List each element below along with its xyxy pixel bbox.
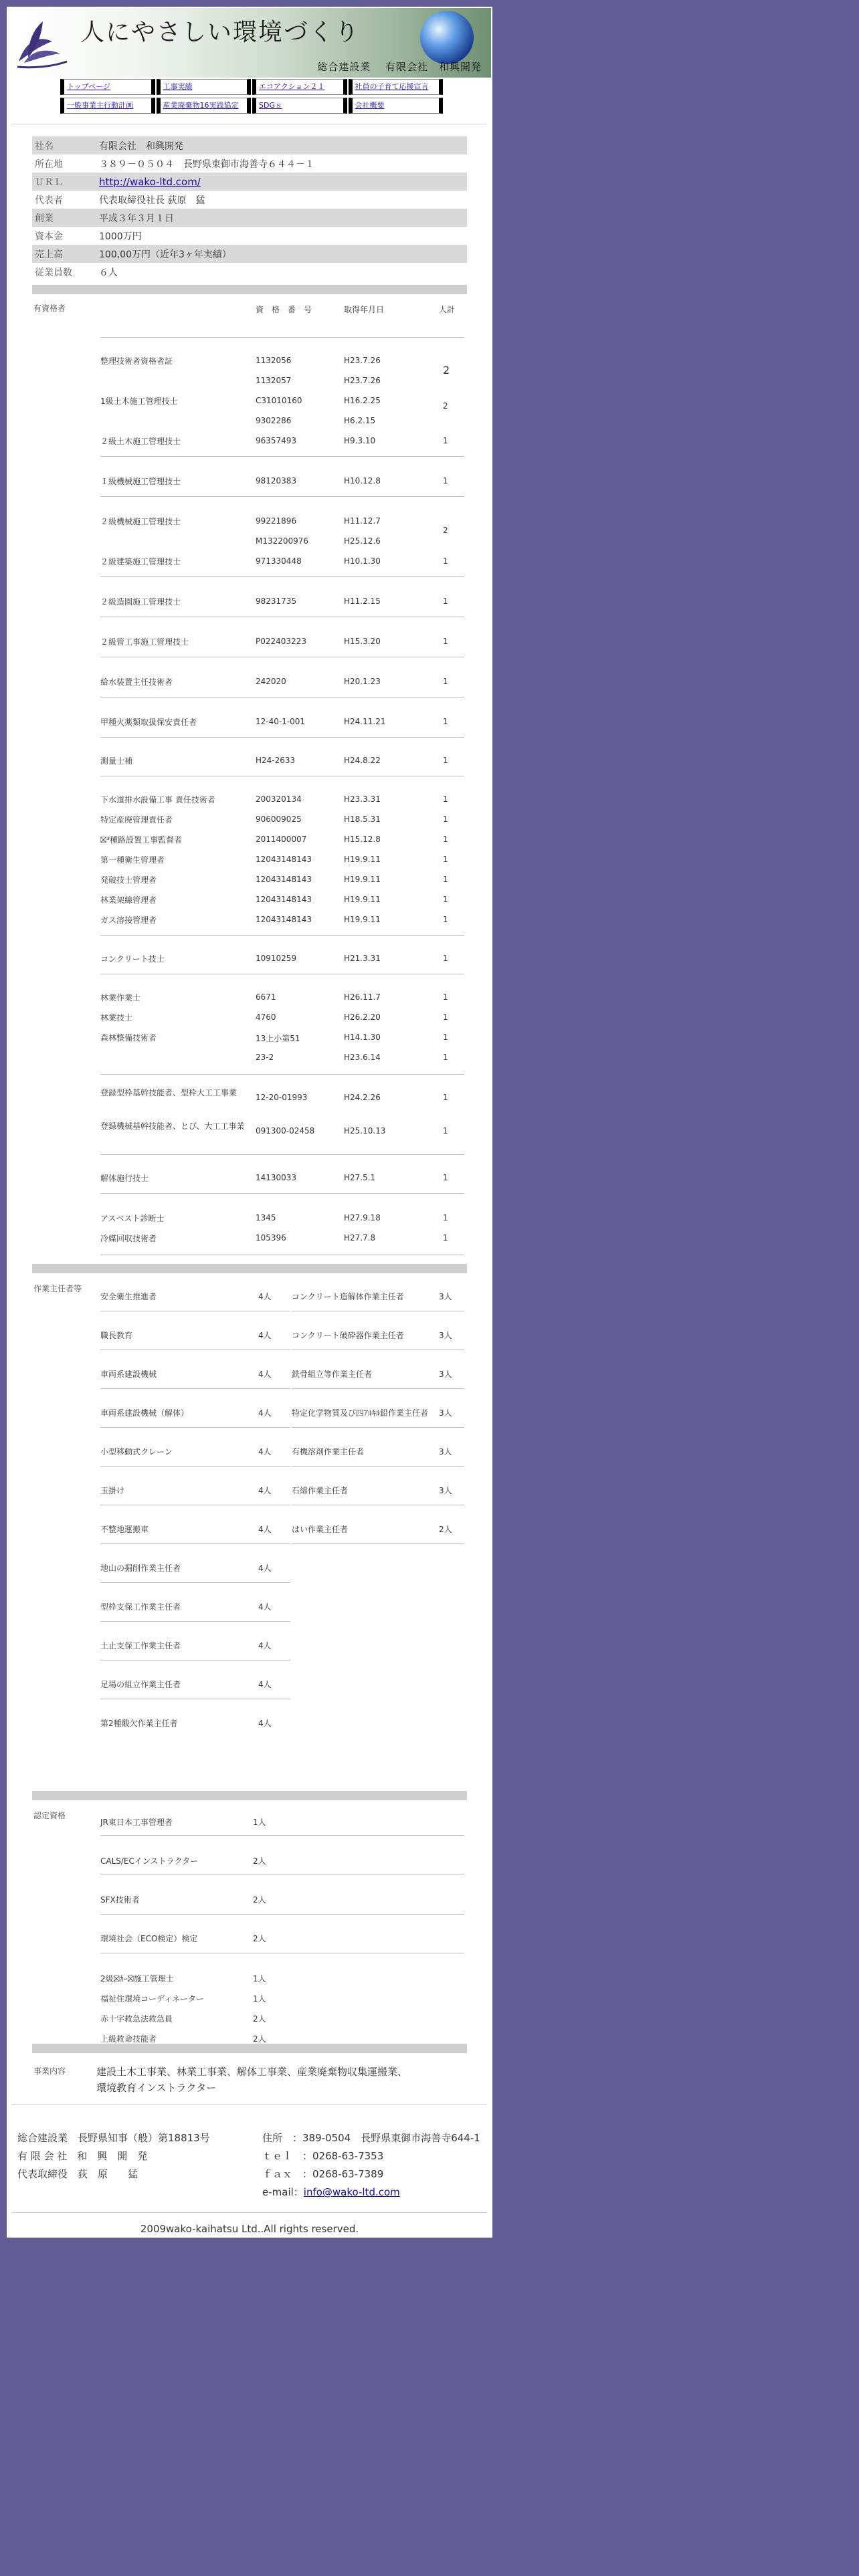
qual-count: 1: [443, 1093, 448, 1102]
qual-code: 200320134: [256, 794, 302, 804]
cert-name: 上級救命技能者: [100, 2034, 157, 2044]
row-divider: [100, 576, 464, 577]
cert-name: 2級⛝ｶｰ⛝施工管理士: [100, 1974, 174, 1983]
nav-company: [349, 98, 444, 114]
qual-name: ガス溶接管理者: [100, 916, 157, 925]
email-link[interactable]: info@wako-ltd.com: [303, 2186, 400, 2198]
qual-code: 12043148143: [256, 875, 312, 884]
work-right-name: コンクリート破砕器作業主任者: [292, 1331, 404, 1340]
work-right-name: はい作業主任者: [292, 1525, 349, 1534]
info-row: [32, 154, 467, 173]
qual-count: 1: [443, 1053, 448, 1062]
qual-date: H6.2.15: [344, 416, 376, 425]
work-right-name: 鉄骨組立等作業主任者: [292, 1370, 373, 1379]
row-divider: [100, 1466, 290, 1467]
info-value: 100,00万円（近年3ヶ年実績）: [99, 249, 231, 260]
qual-code: H24-2633: [256, 756, 296, 765]
work-left-name: 車両系建設機械（解体）: [100, 1408, 189, 1418]
qual-count: 1: [443, 1213, 448, 1222]
cert-count: 2人: [253, 1934, 266, 1943]
work-right-name: 特定化学物質及び四ｱﾙｷﾙ鉛作業主任者: [292, 1408, 429, 1418]
qual-count: 1: [443, 1126, 448, 1136]
cert-name: 環境社会（ECO検定）検定: [100, 1934, 198, 1943]
qual-date: H23.6.14: [344, 1053, 381, 1062]
qual-name: 下水道排水設備工事 責任技術者: [100, 795, 215, 804]
site-title: 人にやさしい環境づくり: [80, 19, 361, 46]
work-right-count: 3人: [439, 1370, 452, 1379]
info-value: ６人: [99, 267, 118, 278]
qual-name: ⛝³種路設置工事監督者: [100, 835, 182, 845]
qual-date: H19.9.11: [344, 855, 381, 864]
nav-row-1: [60, 79, 444, 96]
work-left-count: 4人: [258, 1486, 272, 1495]
qual-code: 98120383: [256, 476, 297, 486]
divider: [12, 2212, 487, 2213]
info-row: [32, 173, 467, 191]
qual-code: 1345: [256, 1213, 276, 1222]
header-banner: [8, 8, 491, 78]
cert-name: SFX技術者: [100, 1895, 140, 1905]
cert-name: JR東日本工事管理者: [100, 1818, 173, 1827]
qual-count: 1: [443, 1233, 448, 1243]
info-label: 従業員数: [35, 267, 72, 278]
qual-code: 105396: [256, 1233, 286, 1243]
qual-name: 登録機械基幹技能者、とび、大工工事業: [100, 1121, 245, 1131]
qual-code: M132200976: [256, 536, 309, 546]
row-divider: [100, 935, 464, 936]
cert-name: CALS/ECインストラクター: [100, 1856, 199, 1866]
qual-date: H24.11.21: [344, 717, 386, 726]
qual-count: 1: [443, 794, 448, 804]
footer-email-prefix: e-mail：: [262, 2186, 304, 2198]
info-value-url: [99, 176, 467, 188]
copyright: 2009wako-kaihatsu Ltd..All rights reserved.: [140, 2223, 359, 2235]
work-left-count: 4人: [258, 1602, 272, 1612]
cert-name: 赤十字救急法救急員: [100, 2014, 173, 2024]
business-label: 事業内容: [33, 2066, 66, 2076]
footer-left: [17, 2129, 210, 2183]
qual-name: 測量士補: [100, 756, 133, 766]
divider: [12, 2104, 487, 2105]
qual-name: アスベスト診断士: [100, 1214, 165, 1223]
work-left-name: 玉掛け: [100, 1486, 125, 1495]
nav-action-plan: [60, 98, 155, 114]
qual-count: 1: [443, 476, 448, 486]
cert-count: 2人: [253, 1856, 266, 1866]
footer-right: [262, 2129, 480, 2202]
qual-code: 12043148143: [256, 915, 312, 924]
qual-name: 登録型枠基幹技能者、型枠大工工事業: [100, 1088, 237, 1097]
nav-childcare: [349, 79, 444, 95]
footer-tel: ｔｅｌ ：0268-63-7353: [262, 2150, 384, 2162]
qual-name: 発破技士管理者: [100, 875, 157, 885]
qual-count: 1: [443, 895, 448, 904]
qual-date: H26.11.7: [344, 992, 381, 1002]
qual-count: 1: [443, 1173, 448, 1182]
info-row: [32, 136, 467, 154]
qual-name: 森林整備技術者: [100, 1033, 157, 1043]
qual-date: H10.12.8: [344, 476, 381, 486]
nav-top: [60, 79, 155, 95]
business-line-2: 環境教育インストラクター: [96, 2082, 217, 2094]
qual-count: 1: [443, 1012, 448, 1022]
nav-link-sdgs[interactable]: SDGｓ: [259, 101, 282, 110]
nav-link-top[interactable]: トップページ: [67, 82, 111, 91]
qual-count-merged: 2: [443, 401, 448, 411]
work-left-name: 職長教育: [100, 1331, 133, 1340]
qual-date: H25.12.6: [344, 536, 381, 546]
nav-link-waste-agreement[interactable]: 産業廃棄物16実践協定: [163, 101, 239, 110]
info-value: 平成３年３月１日: [99, 213, 174, 224]
main-nav: [60, 79, 444, 116]
qual-name: 給水装置主任技術者: [100, 677, 173, 687]
nav-link-works[interactable]: 工事実績: [163, 82, 193, 91]
qual-count: 1: [443, 637, 448, 646]
nav-link-childcare[interactable]: 社員の子育て応援宣言: [355, 82, 429, 91]
qual-date: H23.7.26: [344, 376, 381, 385]
nav-link-eco-action[interactable]: エコアクション２１: [259, 82, 325, 91]
qual-code: 14130033: [256, 1173, 297, 1182]
qual-code: 1132056: [256, 356, 292, 365]
work-left-name: 足場の組立作業主任者: [100, 1680, 181, 1689]
quals-header-code: 資 格 番 号: [256, 305, 312, 314]
row-divider: [100, 1193, 464, 1194]
qual-name: １級機械施工管理技士: [100, 477, 181, 486]
work-left-count: 4人: [258, 1525, 272, 1534]
work-left-count: 4人: [258, 1370, 272, 1379]
row-divider: [100, 1835, 464, 1836]
nav-row-2: [60, 98, 444, 115]
qual-code: 2011400007: [256, 835, 307, 844]
work-right-name: 有機溶剤作業主任者: [292, 1447, 365, 1457]
section-band: [32, 1264, 467, 1273]
qual-count: 1: [443, 556, 448, 566]
row-divider: [100, 456, 464, 457]
qual-date: H20.1.23: [344, 677, 381, 686]
info-value: ３８９－０５０４ 長野県東御市海善寺６４４－１: [99, 158, 314, 170]
qual-date: H16.2.25: [344, 396, 381, 405]
qual-code: C31010160: [256, 396, 302, 405]
qual-code: 906009025: [256, 815, 302, 824]
qual-name: コンクリート技士: [100, 954, 165, 964]
work-left-count: 4人: [258, 1641, 272, 1650]
qual-code: 13上小第51: [256, 1034, 300, 1043]
row-divider: [100, 737, 464, 738]
qual-name: 整理技術者資格者証: [100, 356, 173, 366]
work-left-name: 第2種酸欠作業主任者: [100, 1719, 178, 1728]
qual-date: H24.8.22: [344, 756, 381, 765]
business-line-1: 建設土木工事業、林業工事業、解体工事業、産業廃棄物収集運搬業、: [96, 2066, 408, 2078]
qual-code: 12043148143: [256, 855, 312, 864]
qual-count: 1: [443, 815, 448, 824]
footer-address: 住所 ：389-0504 長野県東御市海善寺644-1: [262, 2132, 480, 2144]
info-label: ＵＲＬ: [35, 177, 63, 188]
quals-header-date: 取得年月日: [344, 305, 385, 314]
qual-count: 1: [443, 756, 448, 765]
row-divider: [292, 1427, 464, 1428]
qual-date: H14.1.30: [344, 1033, 381, 1042]
work-right-name: コンクリート造解体作業主任者: [292, 1292, 404, 1301]
nav-link-company[interactable]: 会社概要: [355, 101, 385, 110]
qual-count: 1: [443, 835, 448, 844]
row-divider: [292, 1466, 464, 1467]
work-right-count: 3人: [439, 1331, 452, 1340]
qual-name: ２級機械施工管理技士: [100, 517, 181, 526]
cert-count: 1人: [253, 1994, 266, 2004]
qual-count: 1: [443, 915, 448, 924]
work-left-name: 地山の掘削作業主任者: [100, 1564, 181, 1573]
work-right-name: 石綿作業主任者: [292, 1486, 349, 1495]
globe-icon: [420, 11, 474, 64]
qual-code: 4760: [256, 1012, 276, 1022]
nav-sdgs: [252, 98, 347, 114]
work-left-count: 4人: [258, 1719, 272, 1728]
qual-code: 6671: [256, 992, 276, 1002]
footer-ceo: 代表取締役 荻 原 猛: [17, 2168, 138, 2180]
info-label: 所在地: [35, 158, 63, 170]
qual-date: H27.5.1: [344, 1173, 376, 1182]
qual-name: ２級土木施工管理技士: [100, 437, 181, 446]
row-divider: [100, 1427, 290, 1428]
qual-code: 971330448: [256, 556, 302, 566]
qual-date: H25.10.13: [344, 1126, 386, 1136]
info-value: 代表取締役社長 荻原 猛: [99, 195, 205, 206]
work-right-count: 3人: [439, 1408, 452, 1418]
work-left-count: 4人: [258, 1680, 272, 1689]
qual-date: H19.9.11: [344, 915, 381, 924]
info-row: [32, 209, 467, 227]
row-divider: [100, 1582, 290, 1583]
qual-code: 96357493: [256, 436, 297, 445]
qual-date: H11.2.15: [344, 597, 381, 606]
cert-count: 2人: [253, 1895, 266, 1905]
certs-section-label: 認定資格: [33, 1811, 66, 1820]
qual-code: 9302286: [256, 416, 292, 425]
row-divider: [100, 1074, 464, 1075]
qual-date: H19.9.11: [344, 875, 381, 884]
info-row: [32, 191, 467, 209]
qual-name: 特定産廃管理責任者: [100, 815, 173, 825]
qual-code: 12-20-01993: [256, 1093, 308, 1102]
qual-name: 林業作業士: [100, 993, 141, 1002]
nav-waste: [157, 98, 252, 114]
qual-count: 1: [443, 436, 448, 445]
cert-count: 2人: [253, 2034, 266, 2044]
company-info: [32, 136, 467, 281]
qual-name: ２級管工事施工管理技士: [100, 637, 189, 647]
qual-count: 1: [443, 717, 448, 726]
qual-code: 1132057: [256, 376, 292, 385]
info-value: 1000万円: [99, 231, 142, 242]
qual-date: H27.7.8: [344, 1233, 376, 1243]
work-left-name: 土止支保工作業主任者: [100, 1641, 181, 1650]
qual-name: 解体施行技士: [100, 1174, 149, 1183]
info-label: 社名: [35, 140, 54, 152]
footer-email-line: [262, 2183, 480, 2202]
qual-date: H15.12.8: [344, 835, 381, 844]
work-left-name: 安全衛生推進者: [100, 1292, 157, 1301]
qual-date: H21.3.31: [344, 954, 381, 963]
row-divider: [100, 496, 464, 497]
nav-link-action-plan[interactable]: 一般事業主行動計画: [67, 101, 133, 110]
section-band: [32, 285, 467, 294]
footer-license: 総合建設業 長野県知事（般）第18813号: [17, 2132, 210, 2144]
qual-date: H27.9.18: [344, 1213, 381, 1222]
qual-code: P022403223: [256, 637, 306, 646]
qual-code: 23-2: [256, 1053, 274, 1062]
business-content: [96, 2064, 407, 2096]
qual-count-merged: 2: [443, 526, 448, 535]
qual-date: H23.7.26: [344, 356, 381, 365]
qual-name: 甲種火薬類取扱保安責任者: [100, 718, 197, 727]
qual-count: 1: [443, 992, 448, 1002]
qual-code: 12-40-1-001: [256, 717, 306, 726]
qual-code: 12043148143: [256, 895, 312, 904]
work-left-name: 小型移動式クレーン: [100, 1447, 173, 1457]
footer-company: 有 限 会 社 和 興 開 発: [17, 2150, 148, 2162]
work-left-count: 4人: [258, 1292, 272, 1301]
url-link[interactable]: http://wako-ltd.com/: [99, 175, 201, 188]
info-label: 資本金: [35, 231, 63, 242]
qual-date: H11.12.7: [344, 516, 381, 526]
work-left-count: 4人: [258, 1564, 272, 1573]
work-right-count: 3人: [439, 1486, 452, 1495]
qual-code: 10910259: [256, 954, 297, 963]
info-label: 売上高: [35, 249, 63, 260]
work-left-name: 車両系建設機械: [100, 1370, 157, 1379]
cert-count: 2人: [253, 2014, 266, 2024]
section-band: [32, 2044, 467, 2053]
qual-date: H18.5.31: [344, 815, 381, 824]
row-divider: [100, 1621, 290, 1622]
info-label: 創業: [35, 213, 54, 224]
company-subtitle: 総合建設業 有限会社 和興開発: [317, 61, 482, 73]
cert-name: 福祉住環境コーディネーター: [100, 1994, 205, 2004]
quals-section-label: 有資格者: [33, 304, 66, 313]
qual-date: H26.2.20: [344, 1012, 381, 1022]
qual-date: H19.9.11: [344, 895, 381, 904]
qual-count: 1: [443, 677, 448, 686]
work-left-name: 不整地運搬車: [100, 1525, 149, 1534]
page: [7, 7, 492, 2238]
row-divider: [100, 1914, 464, 1915]
row-divider: [100, 1388, 290, 1389]
work-right-count: 2人: [439, 1525, 452, 1534]
cert-count: 1人: [253, 1818, 266, 1827]
work-left-name: 型枠支保工作業主任者: [100, 1602, 181, 1612]
qual-date: H23.3.31: [344, 794, 381, 804]
qual-date: H24.2.26: [344, 1093, 381, 1102]
row-divider: [100, 337, 464, 338]
info-row: [32, 263, 467, 281]
info-label: 代表者: [35, 195, 63, 206]
nav-works: [157, 79, 252, 95]
qual-name: ２級建築施工管理技士: [100, 557, 181, 566]
quals-header-count: 人計: [439, 305, 456, 314]
qual-date: H10.1.30: [344, 556, 381, 566]
qual-name: ２級造園施工管理技士: [100, 597, 181, 607]
cert-count: 1人: [253, 1974, 266, 1983]
leaf-logo-icon: [12, 15, 71, 74]
footer-fax: ｆａｘ ：0268-63-7389: [262, 2168, 384, 2180]
row-divider: [100, 1543, 290, 1544]
qual-count: 1: [443, 855, 448, 864]
qual-count: 1: [443, 875, 448, 884]
work-left-count: 4人: [258, 1408, 272, 1418]
qual-name: 林業架線管理者: [100, 895, 157, 905]
work-left-count: 4人: [258, 1331, 272, 1340]
qual-name: 1級土木施工管理技士: [100, 397, 178, 406]
work-right-count: 3人: [439, 1447, 452, 1457]
qual-code: 98231735: [256, 597, 297, 606]
qual-count: 1: [443, 1033, 448, 1042]
qual-name: 第一種衛生管理者: [100, 855, 165, 865]
info-value: 有限会社 和興開発: [99, 140, 183, 152]
work-section-label: 作業主任者等: [33, 1284, 82, 1293]
qual-code: 091300-02458: [256, 1126, 315, 1136]
qual-code: 242020: [256, 677, 286, 686]
qual-date: H15.3.20: [344, 637, 381, 646]
row-divider: [292, 1388, 464, 1389]
work-left-count: 4人: [258, 1447, 272, 1457]
nav-eco: [252, 79, 347, 95]
qual-code: 99221896: [256, 516, 297, 526]
info-row: [32, 227, 467, 245]
section-band: [32, 1791, 467, 1800]
row-divider: [100, 1154, 464, 1155]
work-right-count: 3人: [439, 1292, 452, 1301]
row-divider: [292, 1543, 464, 1544]
qual-name: 林業技士: [100, 1013, 133, 1023]
info-row: [32, 245, 467, 263]
qual-count: 1: [443, 597, 448, 606]
qual-date: H9.3.10: [344, 436, 376, 445]
qual-count-merged: 2: [443, 364, 450, 377]
qual-name: 冷媒回収技術者: [100, 1234, 157, 1243]
qual-count: 1: [443, 954, 448, 963]
